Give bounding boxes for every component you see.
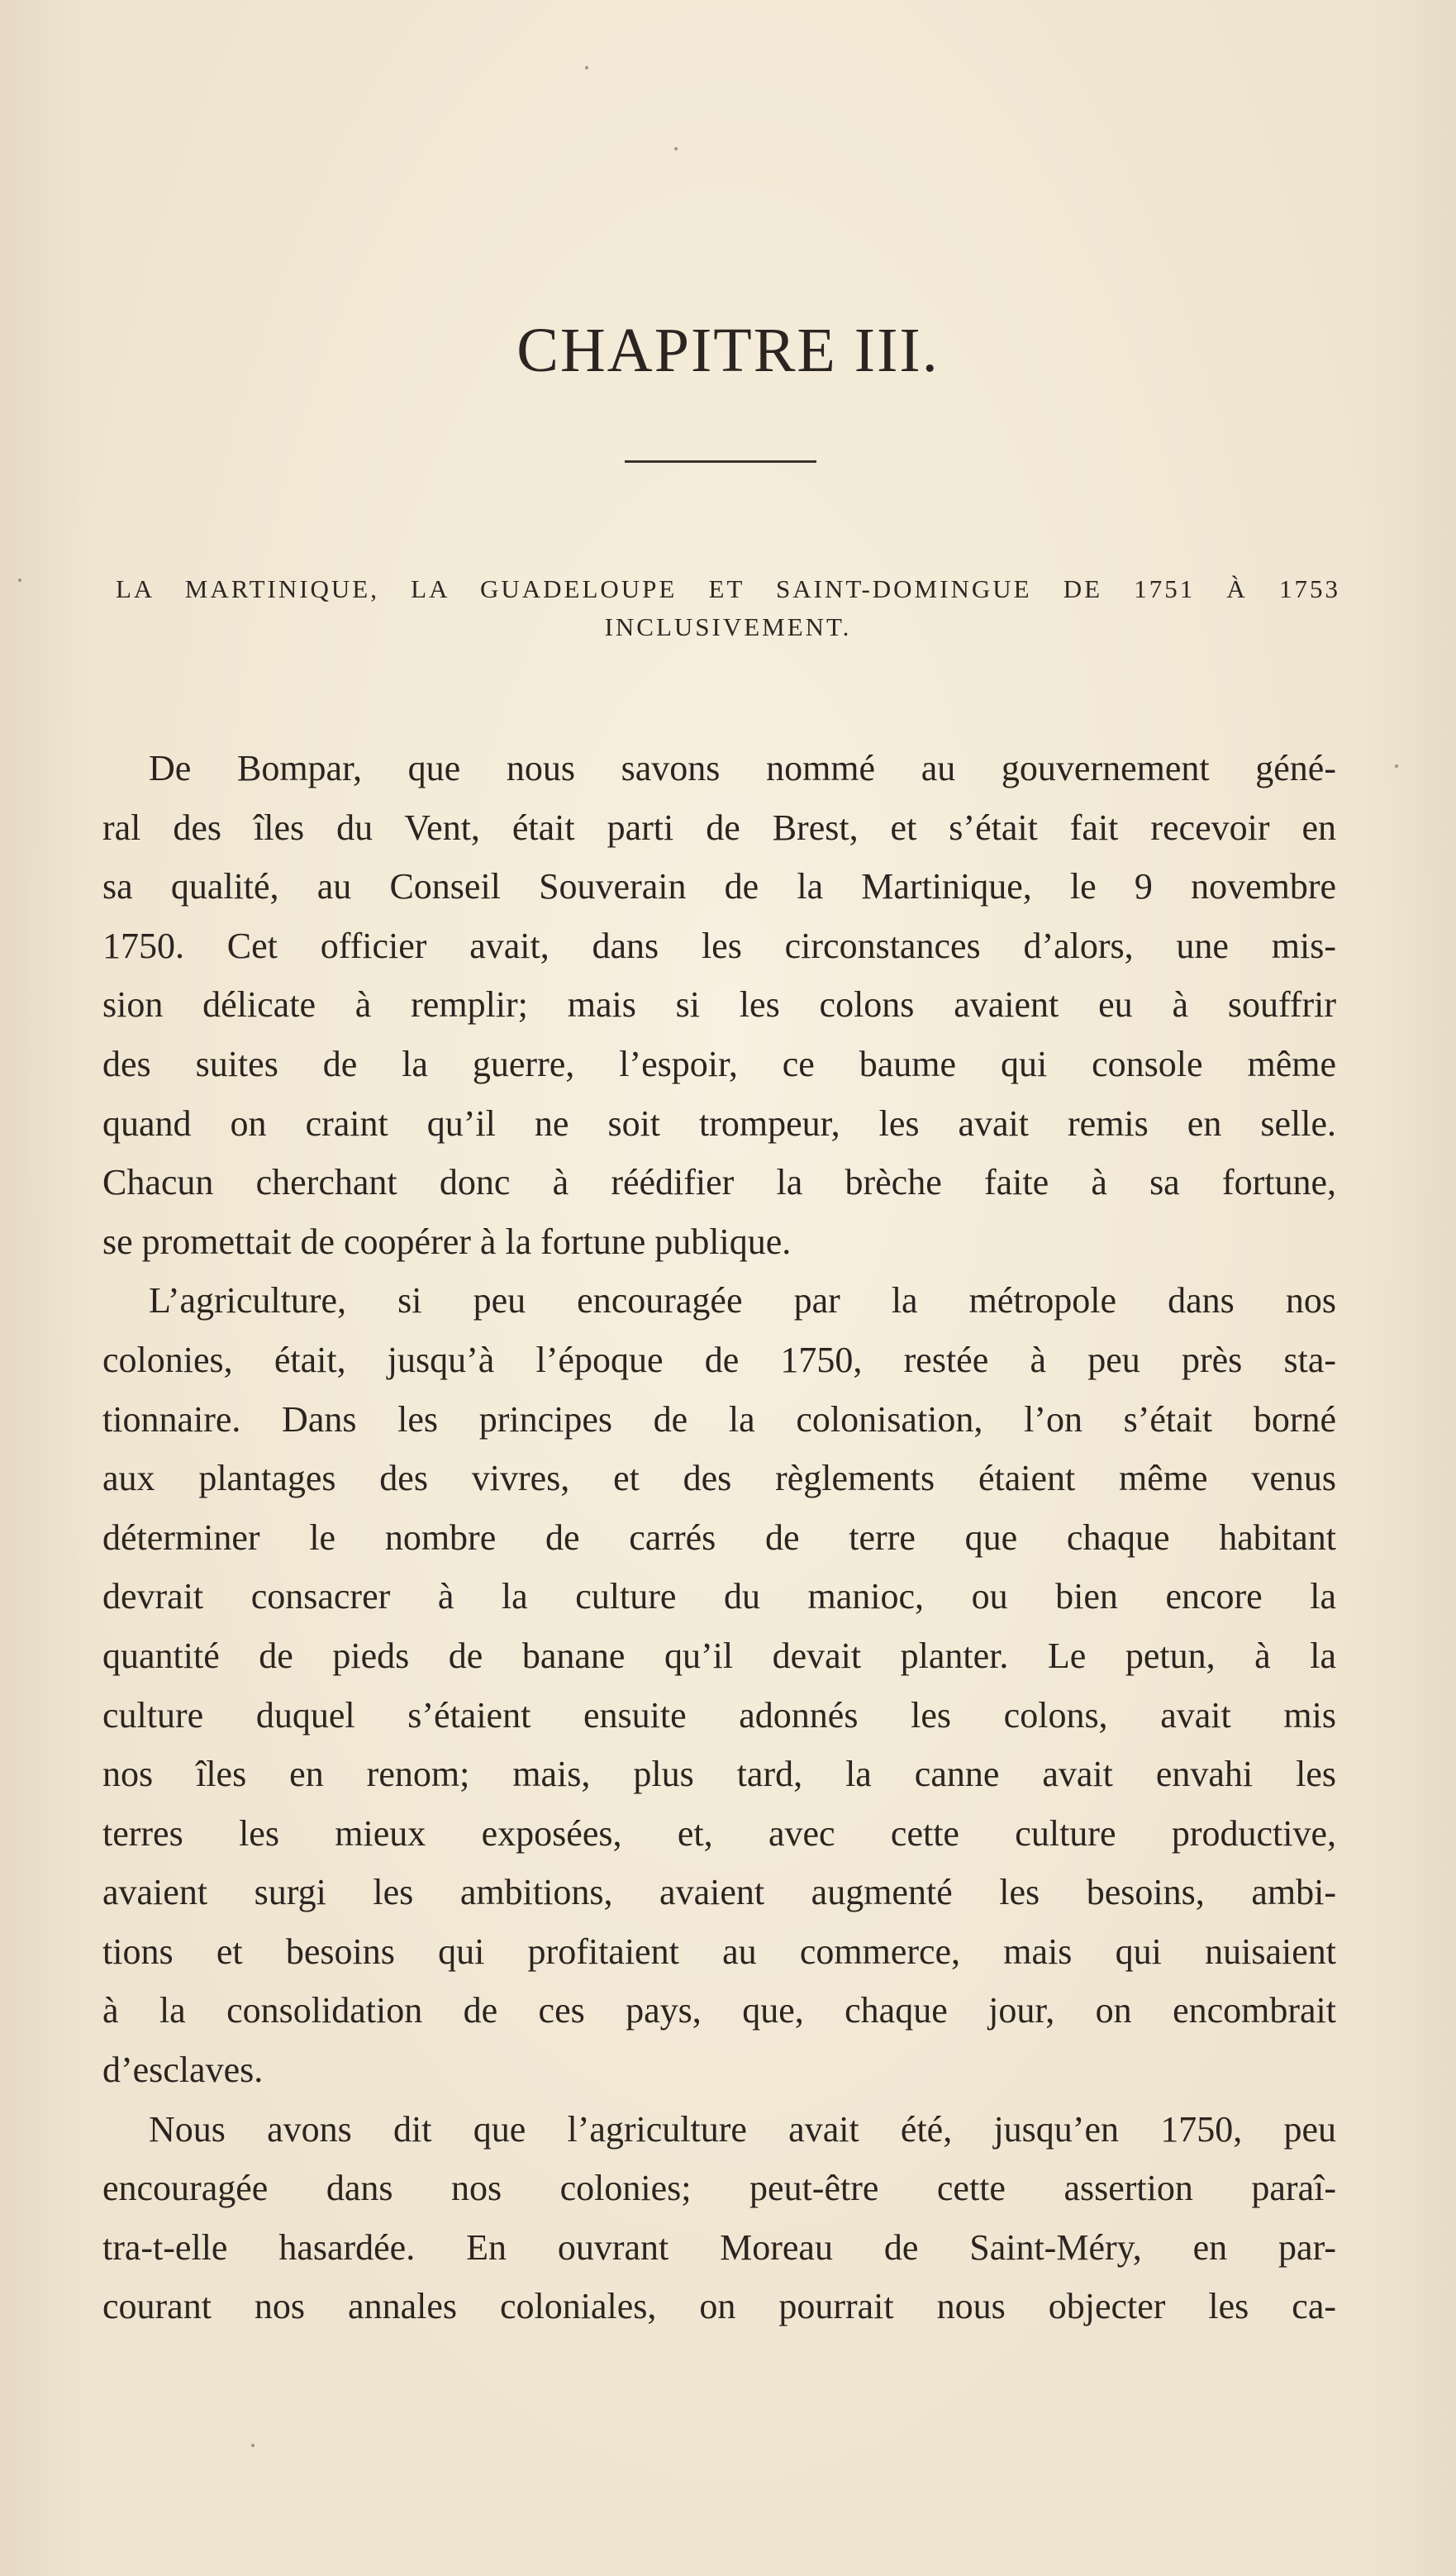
text-line: quantité de pieds de banane qu’il devait planter. Le petun, à la <box>102 1635 1336 1676</box>
text-line: tra-t-elle hasardée. En ouvrant Moreau de Saint-Méry, en par- <box>102 2226 1336 2268</box>
text-line: sion délicate à remplir; mais si les colons avaient eu à souffrir <box>102 984 1336 1026</box>
ink-speck <box>251 2444 255 2447</box>
ink-speck <box>1395 764 1398 768</box>
text-line: L’agriculture, si peu encouragée par la métropole dans nos <box>149 1280 1336 1321</box>
text-line: à la consolidation de ces pays, que, chaque jour, on encombrait <box>102 1990 1336 2031</box>
text-line: Nous avons dit que l’agriculture avait été, jusqu’en 1750, peu <box>149 2108 1336 2150</box>
text-line: nos îles en renom; mais, plus tard, la canne avait envahi les <box>102 1754 1336 1795</box>
ink-speck <box>18 579 21 582</box>
text-line: colonies, était, jusqu’à l’époque de 1750, restée à peu près sta- <box>102 1339 1336 1380</box>
text-line: tions et besoins qui profitaient au commerce, mais qui nuisaient <box>102 1931 1336 1972</box>
text-line: 1750. Cet officier avait, dans les circonstances d’alors, une mis- <box>102 925 1336 966</box>
text-line: quand on craint qu’il ne soit trompeur, les avait remis en selle. <box>102 1102 1336 1144</box>
paragraph-1 <box>102 739 1336 1271</box>
text-line: terres les mieux exposées, et, avec cette culture productive, <box>102 1812 1336 1854</box>
text-line: des suites de la guerre, l’espoir, ce baume qui console même <box>102 1043 1336 1084</box>
text-line: encouragée dans nos colonies; peut-être cette assertion paraî- <box>102 2168 1336 2209</box>
text-line: devrait consacrer à la culture du manioc, ou bien encore la <box>102 1576 1336 1617</box>
text-line: Chacun cherchant donc à réédifier la brèche faite à sa fortune, <box>102 1162 1336 1203</box>
text-line: d’esclaves. <box>102 2050 264 2091</box>
text-line: tionnaire. Dans les principes de la colonisation, l’on s’était borné <box>102 1398 1336 1440</box>
title-divider <box>625 460 816 463</box>
paragraph-3 <box>102 2100 1336 2336</box>
text-line: De Bompar, que nous savons nommé au gouvernement géné- <box>149 748 1336 788</box>
text-line: culture duquel s’étaient ensuite adonnés les colons, avait mis <box>102 1694 1336 1736</box>
chapter-title: CHAPITRE III. <box>516 315 940 385</box>
subtitle-line-1: LA MARTINIQUE, LA GUADELOUPE ET SAINT-DOMINGUE DE 1751 À 1753 <box>116 574 1340 603</box>
text-line: avaient surgi les ambitions, avaient augmenté les besoins, ambi- <box>102 1872 1336 1913</box>
body-text <box>102 739 1336 2336</box>
ink-speck <box>585 66 588 69</box>
subtitle-line-2: INCLUSIVEMENT. <box>604 612 852 641</box>
text-line: aux plantages des vivres, et des règlements étaient même venus <box>102 1458 1336 1499</box>
paragraph-2 <box>102 1271 1336 2099</box>
text-line: déterminer le nombre de carrés de terre que chaque habitant <box>102 1517 1336 1558</box>
text-line: courant nos annales coloniales, on pourrait nous objecter les ca- <box>102 2286 1336 2327</box>
text-line: se promettait de coopérer à la fortune publique. <box>102 1221 792 1262</box>
text-line: ral des îles du Vent, était parti de Brest, et s’était fait recevoir en <box>102 807 1336 848</box>
ink-speck <box>674 147 678 150</box>
chapter-subtitle <box>116 570 1340 646</box>
text-line: sa qualité, au Conseil Souverain de la Martinique, le 9 novembre <box>102 866 1336 907</box>
